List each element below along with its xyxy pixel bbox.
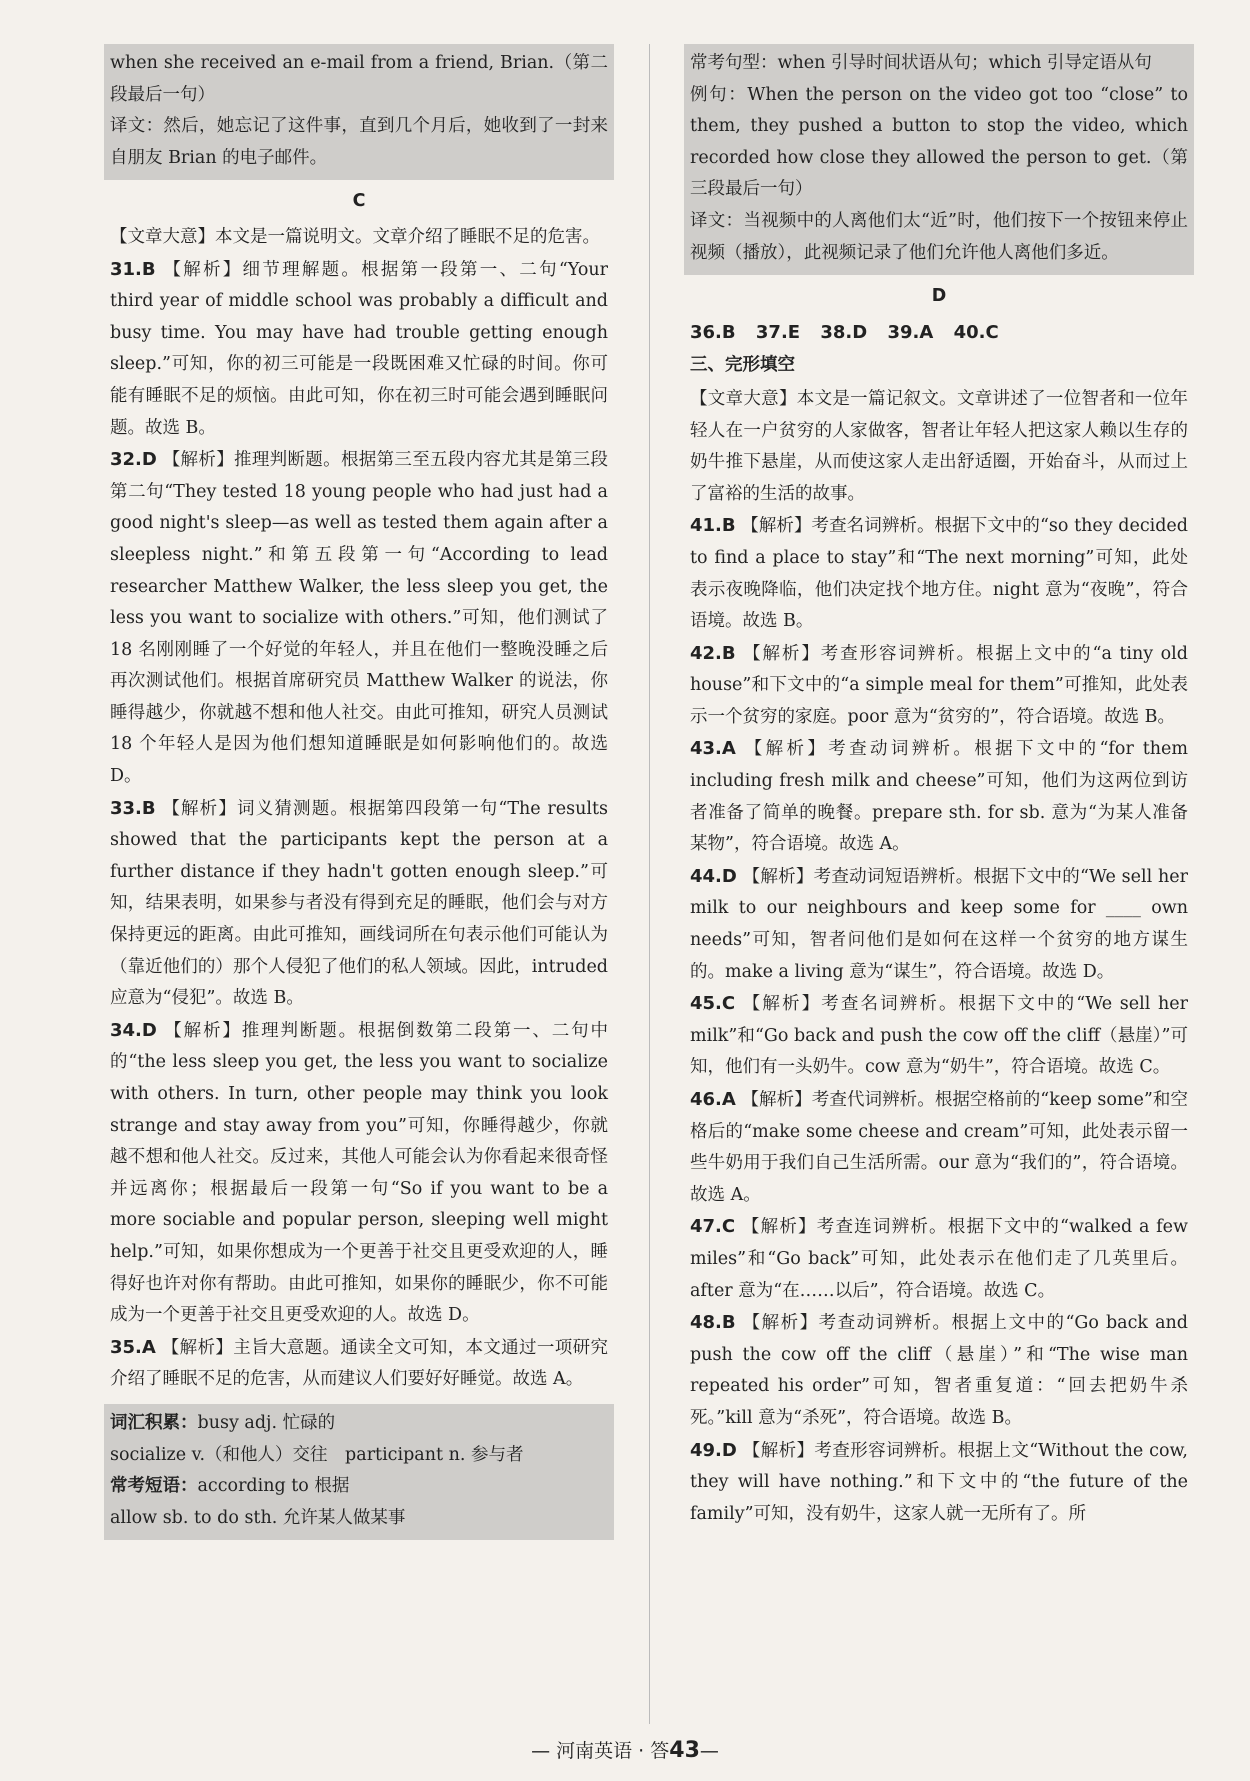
answer-explanation: 【解析】考查代词辨析。根据空格前的“keep some”和空格后的“make some cheese and cream”可知，此处表示留一些牛奶用于我们自己生活所需。our 意为“我们的”，符合语境。故选 A。 [690, 1090, 1188, 1205]
summary-three: 【文章大意】本文是一篇记叙文。文章讲述了一位智者和一位年轻人在一户贫穷的人家做客，智者让年轻人把这家人赖以生存的奶牛推下悬崖，从而使这家人走出舒适圈，开始奋斗，从而过上了富裕的生活的故事。 [690, 388, 1188, 504]
answer-explanation: 【解析】细节理解题。根据第一段第一、二句“Your third year of middle school was probably a difficult and busy time. You may have had trouble getting enough sleep.”可知，你的初三可能是一段既困难又忙碌的时间。你可能有睡眠不足的烦恼。由此可知，你在初三时可能会遇到睡眠问题。故选 B。 [110, 259, 608, 438]
answer-item [690, 1084, 1188, 1211]
answer-item [110, 793, 608, 1015]
answers-d [690, 317, 1188, 349]
answer-number: 41.B [690, 515, 736, 537]
answer-item [690, 733, 1188, 860]
answer-d-item: 38.D [820, 321, 868, 343]
answer-number: 44.D [690, 865, 737, 887]
answer-explanation: 【解析】考查动词辨析。根据上文中的“Go back and push the cow off the cliff（悬崖）”和“The wise man repeated his order”可知，智者重复道：“回去把奶牛杀死。”kill 意为“杀死”，符合语境。故选 B。 [690, 1313, 1188, 1428]
answer-item [690, 861, 1188, 988]
answer-explanation: 【解析】考查名词辨析。根据下文中的“We sell her milk”和“Go back and push the cow off the cliff（悬崖）”可知，他们有一头奶牛。cow 意为“奶牛”，符合语境。故选 C。 [690, 994, 1188, 1078]
example-sentence: 例句：When the person on the video got too “close” to them, they pushed a button to stop the video, which recorded how close they allowed the person to get.（第三段最后一句） [690, 84, 1188, 200]
answer-number: 31.B [110, 258, 156, 280]
answer-explanation: 【解析】考查动词辨析。根据下文中的“for them including fresh milk and cheese”可知，他们为这两位到访者准备了简单的晚餐。prepare sth. for sb. 意为“为某人准备某物”，符合语境。故选 A。 [690, 739, 1188, 855]
answer-item [110, 1015, 608, 1332]
phrase-line [110, 1471, 608, 1503]
vocab-box [104, 1404, 614, 1540]
answer-number: 33.B [110, 797, 156, 819]
left-column [110, 44, 608, 1540]
answer-explanation: 【解析】推理判断题。根据第三至五段内容尤其是第三段第二句“They tested 18 young people who had just had a good night's sleep—as well as tested them again after a sleepless night.”和第五段第一句“According to lead researcher Matthew Walker, the less sleep you get, the less you want to socialize with others.”可知，他们测试了 18 名刚刚睡了一个好觉的年轻人，并且在他们一整晚没睡之后再次测试他们。根据首席研究员 Matthew Walker 的说法，你睡得越少，你就越不想和他人社交。由此可推知，研究人员测试 18 个年轻人是因为他们想知道睡眠是如何影响他们的。故选 D。 [110, 450, 608, 787]
answer-explanation: 【解析】考查连词辨析。根据下文中的“walked a few miles”和“Go back”可知，此处表示在他们走了几英里后。after 意为“在……以后”，符合语境。故选 C。 [690, 1217, 1188, 1301]
answer-number: 49.D [690, 1439, 737, 1461]
answer-d-item: 37.E [755, 321, 801, 343]
answer-number: 32.D [110, 449, 157, 471]
answer-d-item: 36.B [690, 321, 736, 343]
answer-explanation: 【解析】推理判断题。根据倒数第二段第一、二句中的“the less sleep you get, the less you want to socialize with others. In turn, other people may think you look strange and stay away from you”可知，你睡得越少，你就越不想和他人社交。反过来，其他人可能会认为你看起来很奇怪并远离你；根据最后一段第一句“So if you want to be a more sociable and popular person, sleeping well might help.”可知，如果你想成为一个更善于社交且更受欢迎的人，睡得好也许对你有帮助。由此可推知，如果你的睡眠少，你不可能成为一个更善于社交且更受欢迎的人。故选 D。 [110, 1020, 608, 1326]
vocab-line: socialize v.（和他人）交往 participant n. 参与者 [110, 1444, 524, 1465]
answer-explanation: 【解析】考查形容词辨析。根据上文“Without the cow, they will have nothing.”和下文中的“the future of the family”可知，没有奶牛，这家人就一无所有了。所 [690, 1440, 1188, 1524]
right-column [690, 44, 1188, 1530]
footer-label: — 河南英语 · 答 [531, 1740, 670, 1762]
answer-explanation: 【解析】考查名词辨析。根据下文中的“so they decided to find a place to stay”和“The next morning”可知，此处表示夜晚降临，他们决定找个地方住。night 意为“夜晚”，符合语境。故选 B。 [690, 516, 1188, 632]
vocab-line [110, 1408, 608, 1440]
right-top-note [684, 44, 1194, 275]
phrase-label: 常考短语： [110, 1476, 198, 1497]
answer-number: 46.A [690, 1089, 736, 1110]
answer-explanation: 【解析】考查形容词辨析。根据上文中的“a tiny old house”和下文中的“a simple meal for them”可推知，此处表示一个贫穷的家庭。poor 意为“贫穷的”，符合语境。故选 B。 [690, 643, 1188, 727]
answer-d-item: 40.C [953, 321, 999, 343]
answer-explanation: 【解析】考查动词短语辨析。根据下文中的“We sell her milk to our neighbours and keep some for ____ own needs”可知，智者问他们是如何在这样一个贫穷的地方谋生的。make a living 意为“谋生”，符合语境。故选 D。 [690, 866, 1188, 982]
footer-dash: — [699, 1740, 719, 1762]
sentence-pattern: 常考句型：when 引导时间状语从句；which 引导定语从句 [690, 53, 1152, 73]
answer-item [690, 1211, 1188, 1307]
answer-number: 47.C [690, 1216, 736, 1238]
page-footer [0, 1736, 1250, 1763]
section-c-heading: C [352, 191, 366, 212]
section-three-heading: 三、完形填空 [690, 355, 795, 376]
answer-number: 35.A [110, 1336, 156, 1358]
answer-number: 48.B [690, 1312, 736, 1334]
left-top-note [104, 44, 614, 180]
vocab-label: 词汇积累： [110, 1412, 198, 1433]
summary-c: 【文章大意】本文是一篇说明文。文章介绍了睡眠不足的危害。 [110, 226, 600, 247]
answer-number: 43.A [690, 738, 736, 760]
vocab-text: busy adj. 忙碌的 [197, 1412, 336, 1433]
phrase-text: according to 根据 [197, 1476, 350, 1497]
phrase-line: allow sb. to do sth. 允许某人做某事 [110, 1507, 406, 1528]
column-divider [649, 44, 650, 1724]
answer-explanation: 【解析】主旨大意题。通读全文可知，本文通过一项研究介绍了睡眠不足的危害，从而建议人们要好好睡觉。故选 A。 [110, 1337, 608, 1390]
answer-number: 45.C [690, 993, 736, 1015]
answer-explanation: 【解析】词义猜测题。根据第四段第一句“The results showed that the participants kept the person at a further distance if they hadn't gotten enough sleep.”可知，结果表明，如果参与者没有得到充足的睡眠，他们会与对方保持更远的距离。由此可推知，画线词所在句表示他们可能认为（靠近他们的）那个人侵犯了他们的私人领域。因此，intruded 应意为“侵犯”。故选 B。 [110, 798, 608, 1009]
answer-number: 42.B [690, 642, 736, 664]
example-translation: 译文：当视频中的人离他们太“近”时，他们按下一个按钮来停止视频（播放），此视频记录了他们允许他人离他们多近。 [690, 210, 1188, 263]
note-translation: 译文：然后，她忘记了这件事，直到几个月后，她收到了一封来自朋友 Brian 的电子邮件。 [110, 116, 608, 168]
answer-item [690, 1307, 1188, 1434]
answer-item [690, 988, 1188, 1084]
answer-item [110, 254, 608, 445]
answer-d-item: 39.A [887, 321, 934, 343]
page-number: 43 [669, 1738, 700, 1763]
answer-number: 34.D [110, 1019, 157, 1041]
answer-item [690, 510, 1188, 637]
answer-item [110, 1332, 608, 1396]
note-source-line: when she received an e-mail from a friend, Brian.（第二段最后一句） [110, 53, 608, 105]
answer-item [690, 1435, 1188, 1531]
section-d-heading: D [931, 286, 947, 307]
answer-item [110, 444, 608, 793]
answer-item [690, 638, 1188, 734]
